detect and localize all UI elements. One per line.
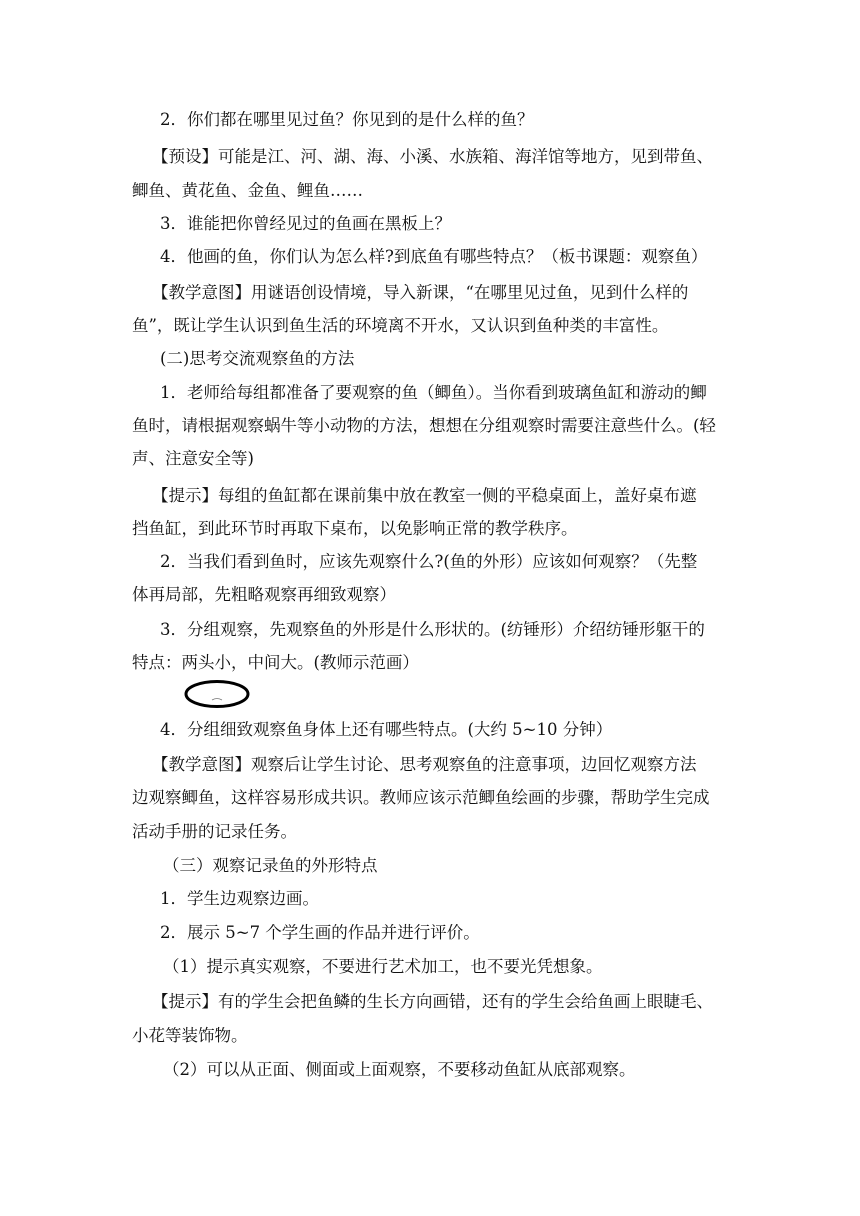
step-2: 2．当我们看到鱼时，应该先观察什么?(鱼的外形）应该如何观察？（先整 bbox=[160, 552, 698, 571]
step-3-cont: 特点：两头小，中间大。(教师示范画） bbox=[132, 653, 419, 672]
step-3: 3．分组观察，先观察鱼的外形是什么形状的。(纺锤形）介绍纺锤形躯干的 bbox=[160, 620, 705, 639]
teaching-intent-2-cont: 边观察鲫鱼，这样容易形成共识。教师应该示范鲫鱼绘画的步骤，帮助学生完成 bbox=[132, 788, 710, 807]
tip-1: 【提示】每组的鱼缸都在课前集中放在教室一侧的平稳桌面上，盖好桌布遮 bbox=[152, 486, 697, 505]
step-4: 4．分组细致观察鱼身体上还有哪些特点。(大约 5~10 分钟） bbox=[160, 720, 613, 739]
section-2-heading: (二)思考交流观察鱼的方法 bbox=[160, 349, 355, 368]
teaching-intent-1: 【教学意图】用谜语创设情境，导入新课，“在哪里见过鱼，见到什么样的 bbox=[152, 283, 689, 302]
tip-2: 【提示】有的学生会把鱼鳞的生长方向画错，还有的学生会给鱼画上眼睫毛、 bbox=[152, 992, 713, 1011]
tip-2-cont: 小花等装饰物。 bbox=[132, 1026, 248, 1045]
record-item-1: （1）提示真实观察，不要进行艺术加工，也不要光凭想象。 bbox=[163, 957, 603, 976]
record-item-2: （2）可以从正面、侧面或上面观察，不要移动鱼缸从底部观察。 bbox=[163, 1060, 636, 1079]
record-step-2: 2．展示 5~7 个学生画的作品并进行评价。 bbox=[160, 923, 480, 942]
preset-note: 【预设】可能是江、河、湖、海、小溪、水族箱、海洋馆等地方，见到带鱼、 bbox=[152, 147, 713, 166]
spindle-shape-drawing bbox=[184, 679, 250, 709]
teaching-intent-2: 【教学意图】观察后让学生讨论、思考观察鱼的注意事项，边回忆观察方法 bbox=[152, 755, 697, 774]
question-3: 3．谁能把你曾经见过的鱼画在黑板上？ bbox=[160, 214, 451, 233]
question-4: 4．他画的鱼，你们认为怎么样?到底鱼有哪些特点？（板书课题：观察鱼） bbox=[160, 247, 708, 266]
preset-note-cont: 鲫鱼、黄花鱼、金鱼、鲤鱼…… bbox=[132, 181, 363, 200]
question-2: 2．你们都在哪里见过鱼？你见到的是什么样的鱼？ bbox=[160, 110, 534, 129]
record-step-1: 1．学生边观察边画。 bbox=[160, 889, 319, 908]
step-1-cont-2: 声、注意安全等) bbox=[132, 449, 254, 468]
step-1: 1．老师给每组都准备了要观察的鱼（鲫鱼）。当你看到玻璃鱼缸和游动的鲫 bbox=[160, 383, 707, 402]
teaching-intent-2-cont-2: 活动手册的记录任务。 bbox=[132, 822, 297, 841]
tip-1-cont: 挡鱼缸，到此环节时再取下桌布，以免影响正常的教学秩序。 bbox=[132, 519, 578, 538]
step-2-cont: 体再局部，先粗略观察再细致观察） bbox=[132, 585, 396, 604]
teaching-intent-1-cont: 鱼”，既让学生认识到鱼生活的环境离不开水，又认识到鱼种类的丰富性。 bbox=[132, 316, 669, 335]
step-1-cont: 鱼时，请根据观察蜗牛等小动物的方法，想想在分组观察时需要注意些什么。(轻 bbox=[132, 416, 716, 435]
section-3-heading: （三）观察记录鱼的外形特点 bbox=[163, 856, 378, 875]
